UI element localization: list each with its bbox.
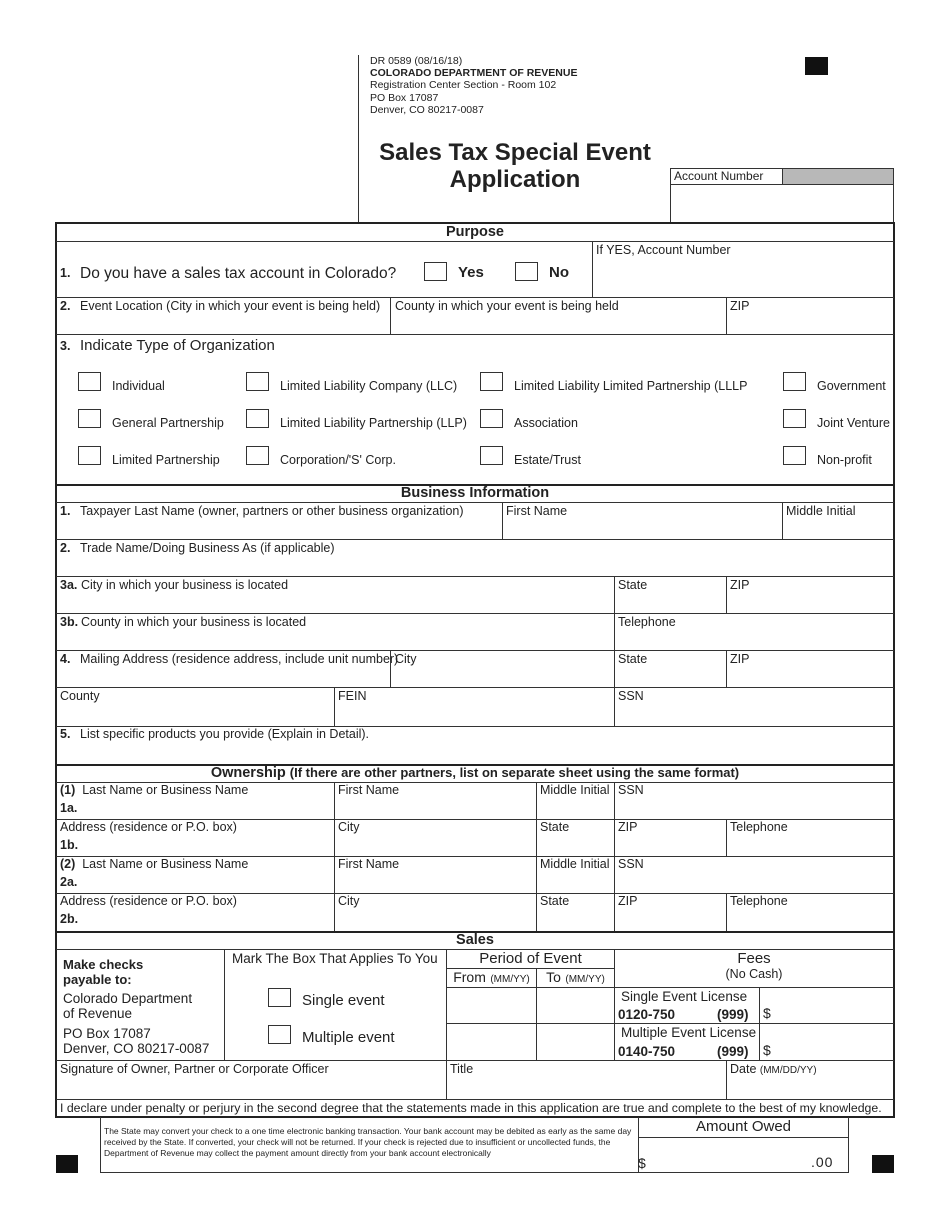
ownership-heading-note: (If there are other partners, list on separate sheet using the same format) bbox=[289, 765, 740, 780]
title-label: Title bbox=[450, 1062, 474, 1076]
form-code: DR 0589 (08/16/18) bbox=[370, 55, 463, 67]
form-title-line-2: Application bbox=[449, 166, 581, 193]
fees-label: Fees bbox=[737, 950, 771, 967]
owner1-zip-label: ZIP bbox=[618, 820, 638, 834]
no-checkbox[interactable] bbox=[515, 262, 538, 281]
org-government-checkbox[interactable] bbox=[783, 372, 806, 391]
owner1-last-name-text: Last Name or Business Name bbox=[82, 783, 249, 797]
single-event-checkbox[interactable] bbox=[268, 988, 291, 1007]
b4-state-label: State bbox=[618, 652, 648, 666]
yes-label: Yes bbox=[458, 264, 484, 281]
b-ssn-label: SSN bbox=[618, 689, 644, 703]
owner1-last-name-label bbox=[60, 783, 248, 798]
b3b-text: County in which your business is located bbox=[81, 615, 307, 629]
amount-dollar-sign: $ bbox=[638, 1155, 646, 1171]
org-estate-trust-label: Estate/Trust bbox=[514, 453, 581, 467]
org-corporation-label: Corporation/'S' Corp. bbox=[280, 453, 396, 467]
to-header bbox=[537, 969, 614, 987]
amount-owed-label: Amount Owed bbox=[695, 1118, 792, 1135]
sales-heading: Sales bbox=[456, 932, 494, 948]
q1-number: 1. bbox=[60, 266, 71, 280]
owner1-first-name-label: First Name bbox=[338, 783, 400, 797]
owner2-telephone-label: Telephone bbox=[730, 894, 788, 908]
org-llp-checkbox[interactable] bbox=[246, 409, 269, 428]
b4-city-label: City bbox=[395, 652, 417, 666]
make-checks-line-1: Make checks bbox=[63, 957, 144, 972]
q2-text: Event Location (City in which your event is being held) bbox=[80, 299, 381, 313]
owner2-ssn-label: SSN bbox=[618, 857, 644, 871]
address-line-3: Denver, CO 80217-0087 bbox=[370, 104, 484, 116]
business-heading: Business Information bbox=[400, 485, 550, 501]
no-label: No bbox=[549, 264, 569, 281]
multiple-license-label: Multiple Event License bbox=[621, 1025, 757, 1040]
multiple-event-checkbox[interactable] bbox=[268, 1025, 291, 1044]
org-non-profit-label: Non-profit bbox=[817, 453, 872, 467]
owner2-first-name-label: First Name bbox=[338, 857, 400, 871]
owner1-city-label: City bbox=[338, 820, 360, 834]
account-number-field[interactable] bbox=[672, 186, 892, 221]
org-limited-partnership-checkbox[interactable] bbox=[78, 446, 101, 465]
owner1-number: (1) bbox=[60, 783, 76, 797]
org-government-label: Government bbox=[817, 379, 886, 393]
owner1-row-1b: 1b. bbox=[60, 838, 79, 852]
org-association-checkbox[interactable] bbox=[480, 409, 503, 428]
b5-number: 5. bbox=[60, 727, 71, 741]
single-license-label: Single Event License bbox=[621, 989, 748, 1004]
department-name: COLORADO DEPARTMENT OF REVENUE bbox=[370, 67, 578, 79]
org-lllp-checkbox[interactable] bbox=[480, 372, 503, 391]
electronic-check-notice: The State may convert your check to a one time electronic banking transaction. Your bank account may be debited as early as the same day received by the State. If converted, your check will not be returned. If your check is rejected due to insufficient or uncollected funds, the Department of Revenue may collect the payment amount directly from your bank account electronically bbox=[104, 1126, 632, 1158]
no-cash-label: (No Cash) bbox=[725, 967, 783, 981]
amount-owed-field[interactable] bbox=[650, 1139, 806, 1171]
b-county-label: County bbox=[60, 689, 100, 703]
owner2-last-name-text: Last Name or Business Name bbox=[82, 857, 249, 871]
multiple-event-label: Multiple event bbox=[302, 1029, 395, 1046]
b3b-telephone-label: Telephone bbox=[618, 615, 676, 629]
form-title bbox=[360, 139, 670, 193]
owner2-address-label: Address (residence or P.O. box) bbox=[60, 894, 237, 908]
yes-checkbox[interactable] bbox=[424, 262, 447, 281]
b-fein-label: FEIN bbox=[338, 689, 367, 703]
date-label-text: Date bbox=[730, 1062, 757, 1076]
payee-line-4: Denver, CO 80217-0087 bbox=[63, 1041, 210, 1056]
event-county-label: County in which your event is being held bbox=[395, 299, 619, 313]
org-joint-venture-label: Joint Venture bbox=[817, 416, 890, 430]
make-checks-line-2: payable to: bbox=[63, 972, 132, 987]
owner2-number: (2) bbox=[60, 857, 76, 871]
owner2-zip-label: ZIP bbox=[618, 894, 638, 908]
owner2-middle-initial-label: Middle Initial bbox=[540, 857, 610, 871]
period-of-event-label: Period of Event bbox=[479, 950, 582, 967]
q1-text: Do you have a sales tax account in Colorado? bbox=[80, 265, 397, 282]
if-yes-account-field[interactable] bbox=[594, 258, 892, 296]
org-llp-label: Limited Liability Partnership (LLP) bbox=[280, 416, 467, 430]
org-llc-checkbox[interactable] bbox=[246, 372, 269, 391]
payee-line-2: of Revenue bbox=[63, 1006, 133, 1021]
b2-text: Trade Name/Doing Business As (if applicable) bbox=[80, 541, 335, 555]
owner1-middle-initial-label: Middle Initial bbox=[540, 783, 610, 797]
account-number-label: Account Number bbox=[674, 169, 764, 183]
event-zip-label: ZIP bbox=[730, 299, 750, 313]
owner2-row-2a: 2a. bbox=[60, 875, 78, 889]
b3a-number: 3a. bbox=[60, 578, 78, 592]
owner1-row-1a: 1a. bbox=[60, 801, 78, 815]
multiple-dollar-sign: $ bbox=[763, 1042, 771, 1058]
to-date-format: (MM/YY) bbox=[565, 974, 605, 985]
from-header bbox=[447, 969, 536, 987]
b3a-state-label: State bbox=[618, 578, 648, 592]
amount-cents: .00 bbox=[811, 1154, 834, 1170]
q3-number: 3. bbox=[60, 339, 71, 353]
owner2-state-label: State bbox=[540, 894, 570, 908]
registration-mark-bottom-left bbox=[56, 1155, 78, 1173]
payee-line-1: Colorado Department bbox=[63, 991, 193, 1006]
owner1-ssn-label: SSN bbox=[618, 783, 644, 797]
b4-text: Mailing Address (residence address, include unit number) bbox=[80, 652, 399, 666]
b3a-zip-label: ZIP bbox=[730, 578, 750, 592]
from-label: From bbox=[453, 969, 486, 985]
ownership-heading bbox=[55, 765, 895, 781]
b1-number: 1. bbox=[60, 504, 71, 518]
b4-zip-label: ZIP bbox=[730, 652, 750, 666]
multiple-license-fee: (999) bbox=[717, 1044, 749, 1059]
b1-middle-initial-label: Middle Initial bbox=[786, 504, 856, 518]
owner1-state-label: State bbox=[540, 820, 570, 834]
b3a-text: City in which your business is located bbox=[81, 578, 289, 592]
single-dollar-sign: $ bbox=[763, 1005, 771, 1021]
owner2-row-2b: 2b. bbox=[60, 912, 79, 926]
multiple-license-code: 0140-750 bbox=[618, 1044, 676, 1059]
mark-box-label: Mark The Box That Applies To You bbox=[232, 951, 438, 966]
org-general-partnership-checkbox[interactable] bbox=[78, 409, 101, 428]
owner2-city-label: City bbox=[338, 894, 360, 908]
account-number-shaded bbox=[782, 169, 893, 184]
org-estate-trust-checkbox[interactable] bbox=[480, 446, 503, 465]
address-line-1: Registration Center Section - Room 102 bbox=[370, 79, 557, 91]
single-event-label: Single event bbox=[302, 992, 385, 1009]
if-yes-account-label: If YES, Account Number bbox=[596, 243, 731, 257]
owner1-telephone-label: Telephone bbox=[730, 820, 788, 834]
org-non-profit-checkbox[interactable] bbox=[783, 446, 806, 465]
owner2-last-name-label bbox=[60, 857, 248, 872]
registration-mark-top-right bbox=[805, 57, 828, 75]
purpose-heading: Purpose bbox=[445, 224, 504, 240]
org-corporation-checkbox[interactable] bbox=[246, 446, 269, 465]
org-lllp-label: Limited Liability Limited Partnership (LLLP bbox=[514, 379, 748, 393]
b5-text: List specific products you provide (Explain in Detail). bbox=[80, 727, 370, 741]
declaration-text: I declare under penalty or perjury in the second degree that the statements made in this application are true and complete to the best of my knowledge. bbox=[60, 1101, 882, 1115]
to-label: To bbox=[546, 969, 561, 985]
b4-number: 4. bbox=[60, 652, 71, 666]
address-line-2: PO Box 17087 bbox=[370, 92, 439, 104]
b3b-number: 3b. bbox=[60, 615, 79, 629]
single-license-fee: (999) bbox=[717, 1007, 749, 1022]
b1-text: Taxpayer Last Name (owner, partners or other business organization) bbox=[80, 504, 464, 518]
b1-first-name-label: First Name bbox=[506, 504, 568, 518]
q2-number: 2. bbox=[60, 299, 71, 313]
payee-line-3: PO Box 17087 bbox=[63, 1026, 151, 1041]
org-llc-label: Limited Liability Company (LLC) bbox=[280, 379, 458, 393]
from-date-format: (MM/YY) bbox=[490, 974, 530, 985]
form-title-line-1: Sales Tax Special Event bbox=[379, 139, 651, 166]
org-joint-venture-checkbox[interactable] bbox=[783, 409, 806, 428]
q3-text: Indicate Type of Organization bbox=[80, 337, 275, 354]
org-general-partnership-label: General Partnership bbox=[112, 416, 224, 430]
date-format: (MM/DD/YY) bbox=[759, 1065, 817, 1076]
ownership-heading-title: Ownership bbox=[210, 765, 286, 781]
owner1-address-label: Address (residence or P.O. box) bbox=[60, 820, 237, 834]
single-license-code: 0120-750 bbox=[618, 1007, 676, 1022]
b2-number: 2. bbox=[60, 541, 71, 555]
date-label bbox=[730, 1062, 817, 1078]
org-limited-partnership-label: Limited Partnership bbox=[112, 453, 220, 467]
org-individual-label: Individual bbox=[112, 379, 165, 393]
org-association-label: Association bbox=[514, 416, 578, 430]
registration-mark-bottom-right bbox=[872, 1155, 894, 1173]
signature-label: Signature of Owner, Partner or Corporate Officer bbox=[60, 1062, 329, 1076]
org-individual-checkbox[interactable] bbox=[78, 372, 101, 391]
